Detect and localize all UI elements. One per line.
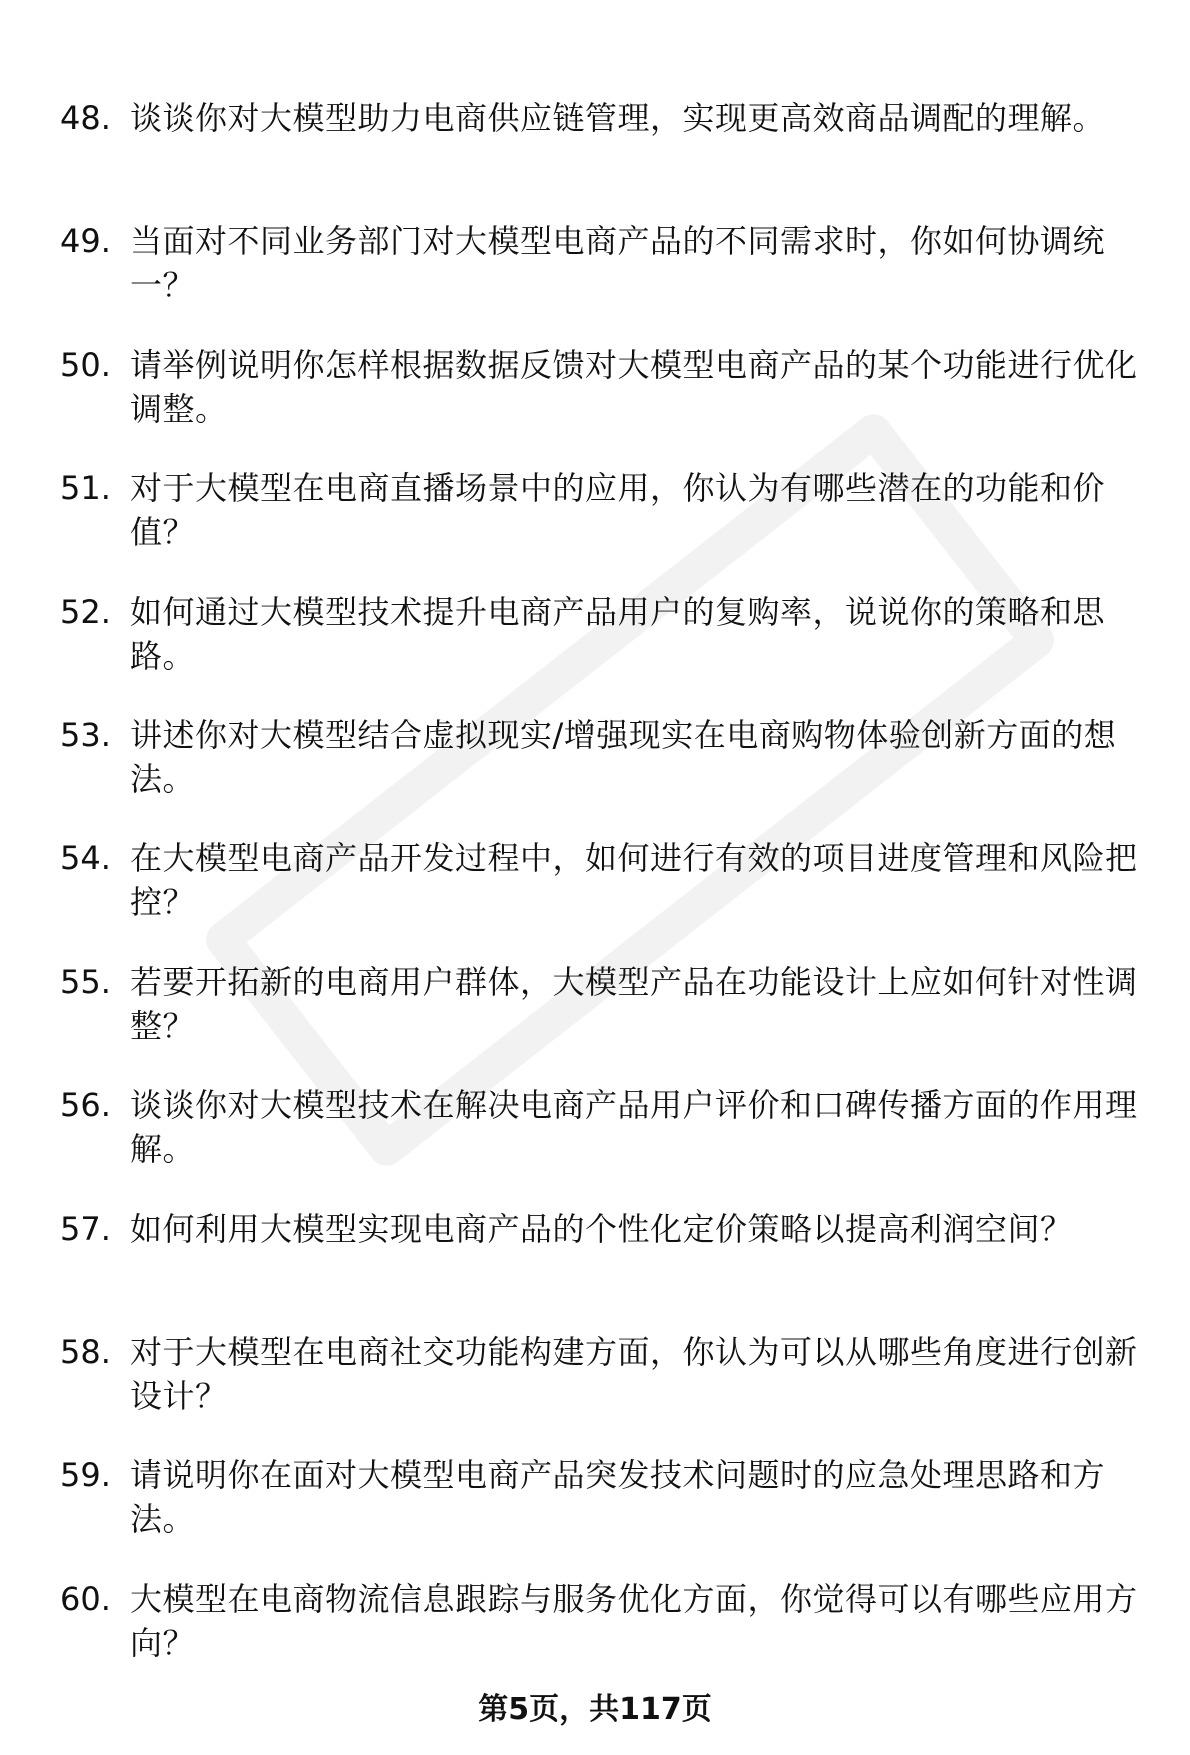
- question-number: 48.: [60, 99, 111, 137]
- question-item: [60, 948, 1150, 1071]
- question-number: 53.: [60, 715, 111, 754]
- question-item: [60, 207, 1150, 330]
- question-list: [60, 84, 1150, 1688]
- question-number: 54.: [60, 839, 111, 878]
- question-text: 若要开拓新的电商用户群体，大模型产品在功能设计上应如何针对性调整？: [130, 962, 1138, 1045]
- question-number: 60.: [60, 1579, 111, 1618]
- question-number: 56.: [60, 1086, 111, 1125]
- question-item: [60, 331, 1150, 454]
- question-text: 如何通过大模型技术提升电商产品用户的复购率，说说你的策略和思路。: [130, 592, 1106, 675]
- question-item: [60, 1565, 1150, 1688]
- question-text: 谈谈你对大模型技术在解决电商产品用户评价和口碑传播方面的作用理解。: [130, 1086, 1138, 1169]
- question-text: 讲述你对大模型结合虚拟现实/增强现实在电商购物体验创新方面的想法。: [130, 715, 1117, 798]
- question-number: 57.: [60, 1209, 111, 1248]
- question-item: [60, 824, 1150, 947]
- question-item: [60, 1195, 1150, 1318]
- question-item: [60, 84, 1150, 207]
- question-text: 请举例说明你怎样根据数据反馈对大模型电商产品的某个功能进行优化调整。: [130, 345, 1138, 428]
- question-text: 在大模型电商产品开发过程中，如何进行有效的项目进度管理和风险把控？: [130, 839, 1138, 922]
- question-number: 59.: [60, 1456, 111, 1495]
- question-text: 请说明你在面对大模型电商产品突发技术问题时的应急处理思路和方法。: [130, 1456, 1106, 1539]
- question-item: [60, 1441, 1150, 1564]
- question-number: 55.: [60, 962, 111, 1001]
- question-item: [60, 1071, 1150, 1194]
- question-item: [60, 1318, 1150, 1441]
- question-item: [60, 454, 1150, 577]
- question-text: 对于大模型在电商直播场景中的应用，你认为有哪些潜在的功能和价值？: [130, 469, 1106, 552]
- question-number: 58.: [60, 1332, 111, 1371]
- question-number: 51.: [60, 469, 111, 508]
- question-text: 对于大模型在电商社交功能构建方面，你认为可以从哪些角度进行创新设计？: [130, 1332, 1138, 1415]
- question-number: 49.: [60, 222, 111, 261]
- question-text: 当面对不同业务部门对大模型电商产品的不同需求时，你如何协调统一？: [130, 222, 1106, 305]
- question-item: [60, 578, 1150, 701]
- page-footer: 第5页，共117页: [478, 1692, 712, 1727]
- question-text: 大模型在电商物流信息跟踪与服务优化方面，你觉得可以有哪些应用方向？: [130, 1579, 1138, 1662]
- question-text: 如何利用大模型实现电商产品的个性化定价策略以提高利润空间？: [130, 1209, 1073, 1248]
- question-number: 50.: [60, 345, 111, 384]
- question-item: [60, 701, 1150, 824]
- question-number: 52.: [60, 592, 111, 631]
- question-text: 谈谈你对大模型助力电商供应链管理，实现更高效商品调配的理解。: [130, 99, 1106, 137]
